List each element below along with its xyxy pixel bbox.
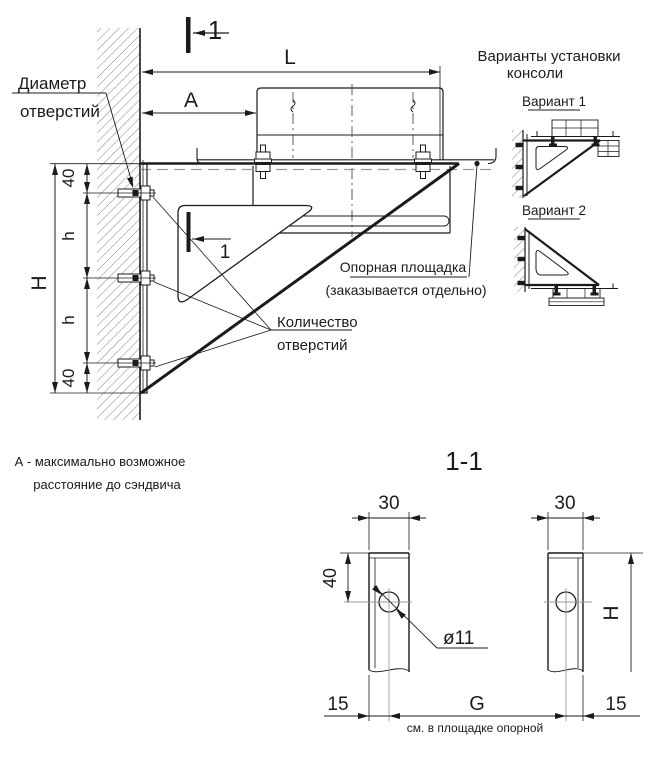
section-title: 1-1 <box>445 446 483 476</box>
svg-text:(заказывается отдельно): (заказывается отдельно) <box>325 282 487 298</box>
console-bracket <box>140 160 459 393</box>
dim-A-label: A <box>183 89 199 112</box>
svg-text:Опорная площадка: Опорная площадка <box>339 259 467 275</box>
dim-h-lower-label: h <box>59 315 78 325</box>
svg-text:1: 1 <box>207 15 223 45</box>
variant-1-label: Вариант 1 <box>522 94 586 109</box>
svg-text:1: 1 <box>219 242 231 263</box>
dim-h-upper-label: h <box>59 231 78 241</box>
dim-30-left-label: 30 <box>378 493 400 514</box>
svg-text:отверстий: отверстий <box>20 102 100 121</box>
dim-H-label: H <box>28 275 51 291</box>
dim-40-section-label: 40 <box>320 567 340 589</box>
variant-1 <box>512 94 620 198</box>
dim-30-right-label: 30 <box>554 493 576 514</box>
support-platform-note <box>325 161 486 298</box>
dim-G-label: G <box>469 693 485 715</box>
variant-2-label: Вариант 2 <box>522 203 586 218</box>
dim-H-section-label: H <box>600 605 623 621</box>
footnote-A <box>15 454 186 492</box>
section-view <box>320 446 643 735</box>
dim-L-label: L <box>284 46 296 69</box>
svg-text:отверстий: отверстий <box>277 337 348 354</box>
dim-40-top-label: 40 <box>59 168 78 188</box>
section-cut-mark-top <box>186 15 229 53</box>
svg-text:Диаметр: Диаметр <box>18 74 87 93</box>
svg-text:ø11: ø11 <box>443 628 475 649</box>
dim-15-right-label: 15 <box>605 694 627 715</box>
variant-2 <box>514 203 618 306</box>
svg-text:консоли: консоли <box>506 65 564 82</box>
support-platform <box>197 148 496 164</box>
variants-title: Варианты установки <box>477 48 621 65</box>
section-note: см. в площадке опорной <box>406 721 544 735</box>
svg-text:расстояние до сэндвича: расстояние до сэндвича <box>33 477 181 492</box>
main-view <box>12 15 496 492</box>
svg-text:Количество: Количество <box>277 314 358 331</box>
variants-panel <box>478 48 621 306</box>
svg-text:А - максимально возможное: А - максимально возможное <box>14 454 186 469</box>
gusset-cutout <box>178 206 312 302</box>
dim-40-bottom-label: 40 <box>59 368 78 388</box>
dim-15-left-label: 15 <box>327 694 349 715</box>
platform-bolt-right <box>415 145 432 179</box>
